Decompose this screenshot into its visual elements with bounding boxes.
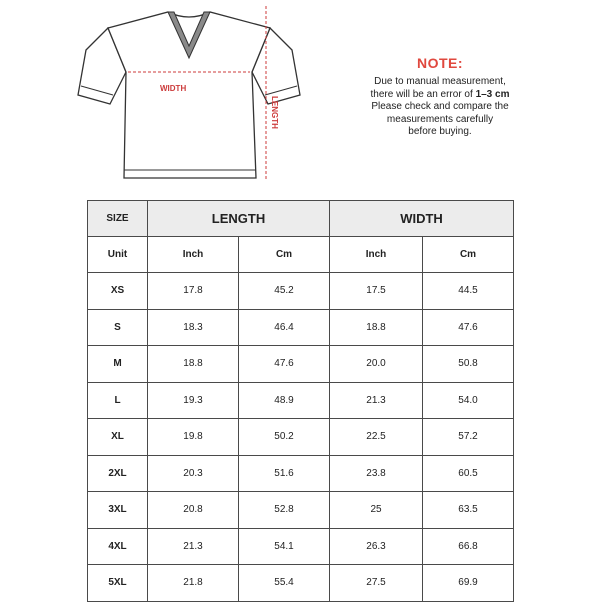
- unit-label: Unit: [88, 237, 148, 273]
- note-line-4: measurements carefully: [386, 113, 494, 125]
- unit-length-inch: Inch: [148, 237, 239, 273]
- width-inch-cell: 21.3: [330, 382, 423, 419]
- length-inch-cell: 20.3: [148, 455, 239, 492]
- table-header-row: [88, 201, 514, 237]
- width-inch-cell: 27.5: [330, 565, 423, 602]
- size-header: SIZE: [88, 201, 148, 237]
- length-cm-cell: 45.2: [239, 273, 330, 310]
- shirt-diagram: [70, 0, 310, 190]
- note-line-2: [340, 89, 540, 102]
- table-row: [88, 455, 514, 492]
- width-inch-cell: 23.8: [330, 455, 423, 492]
- length-inch-cell: 18.8: [148, 346, 239, 383]
- length-cm-cell: 51.6: [239, 455, 330, 492]
- width-cm-cell: 63.5: [423, 492, 514, 529]
- width-label: WIDTH: [160, 84, 187, 93]
- length-cm-cell: 52.8: [239, 492, 330, 529]
- width-cm-cell: 47.6: [423, 309, 514, 346]
- width-cm-cell: 44.5: [423, 273, 514, 310]
- size-cell: M: [88, 346, 148, 383]
- length-inch-cell: 20.8: [148, 492, 239, 529]
- note-title: NOTE:: [416, 55, 464, 71]
- size-cell: 2XL: [88, 455, 148, 492]
- size-cell: XL: [88, 419, 148, 456]
- table-row: [88, 273, 514, 310]
- length-cm-cell: 54.1: [239, 528, 330, 565]
- note-line-5: before buying.: [408, 126, 472, 137]
- width-cm-cell: 69.9: [423, 565, 514, 602]
- unit-row: [88, 237, 514, 273]
- table-row: [88, 528, 514, 565]
- width-inch-cell: 25: [330, 492, 423, 529]
- length-cm-cell: 50.2: [239, 419, 330, 456]
- shirt-body: [108, 12, 270, 178]
- width-header: WIDTH: [330, 201, 514, 237]
- table-row: [88, 309, 514, 346]
- measurement-note: [340, 55, 540, 139]
- table-row: [88, 419, 514, 456]
- table-row: [88, 382, 514, 419]
- length-inch-cell: 21.8: [148, 565, 239, 602]
- table-row: [88, 565, 514, 602]
- length-inch-cell: 19.8: [148, 419, 239, 456]
- table-row: [88, 346, 514, 383]
- size-cell: XS: [88, 273, 148, 310]
- width-inch-cell: 17.5: [330, 273, 423, 310]
- unit-length-cm: Cm: [239, 237, 330, 273]
- unit-width-cm: Cm: [423, 237, 514, 273]
- length-inch-cell: 18.3: [148, 309, 239, 346]
- width-inch-cell: 26.3: [330, 528, 423, 565]
- width-cm-cell: 60.5: [423, 455, 514, 492]
- width-inch-cell: 20.0: [330, 346, 423, 383]
- width-cm-cell: 50.8: [423, 346, 514, 383]
- note-line-3: Please check and compare the: [371, 101, 509, 112]
- size-cell: L: [88, 382, 148, 419]
- width-cm-cell: 57.2: [423, 419, 514, 456]
- length-cm-cell: 55.4: [239, 565, 330, 602]
- length-inch-cell: 17.8: [148, 273, 239, 310]
- size-cell: 3XL: [88, 492, 148, 529]
- length-inch-cell: 21.3: [148, 528, 239, 565]
- width-inch-cell: 18.8: [330, 309, 423, 346]
- note-error-range: 1–3 cm: [475, 88, 510, 100]
- length-cm-cell: 46.4: [239, 309, 330, 346]
- length-cm-cell: 48.9: [239, 382, 330, 419]
- table-row: [88, 492, 514, 529]
- width-cm-cell: 66.8: [423, 528, 514, 565]
- size-cell: 4XL: [88, 528, 148, 565]
- unit-width-inch: Inch: [330, 237, 423, 273]
- size-cell: 5XL: [88, 565, 148, 602]
- size-chart-table: [87, 200, 514, 602]
- note-line-1: Due to manual measurement,: [374, 76, 506, 87]
- length-inch-cell: 19.3: [148, 382, 239, 419]
- width-inch-cell: 22.5: [330, 419, 423, 456]
- width-cm-cell: 54.0: [423, 382, 514, 419]
- length-cm-cell: 47.6: [239, 346, 330, 383]
- note-line-2-prefix: there will be an error of: [370, 88, 476, 100]
- size-cell: S: [88, 309, 148, 346]
- length-label: LENGTH: [270, 96, 279, 129]
- length-header: LENGTH: [148, 201, 330, 237]
